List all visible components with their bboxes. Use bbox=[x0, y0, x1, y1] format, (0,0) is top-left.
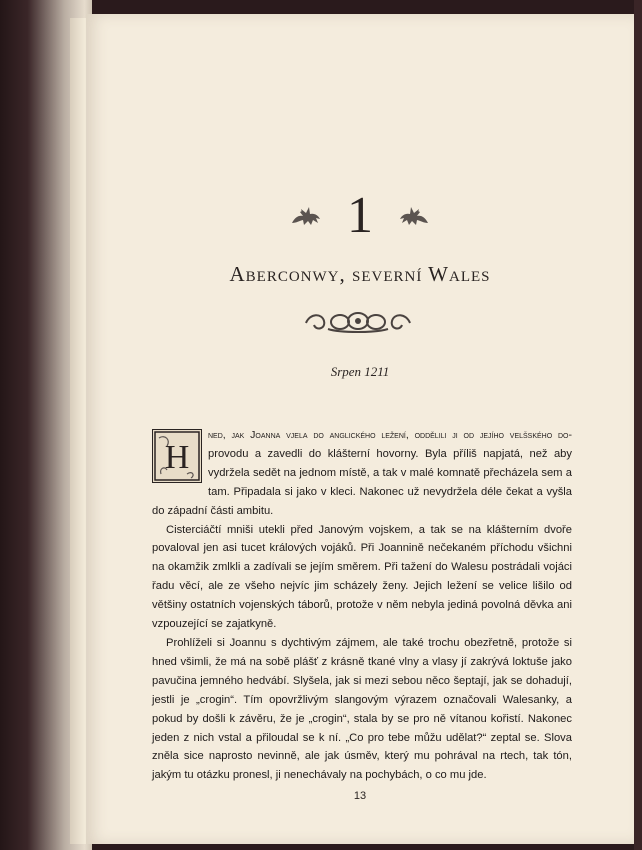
opening-words: ned, jak Joanna vjela do anglického ležení, oddělili ji od jejího velšského do- bbox=[208, 429, 572, 441]
ornament-flourish-icon bbox=[300, 307, 416, 335]
chapter-date: Srpen 1211 bbox=[330, 364, 390, 379]
paragraph: Prohlíželi si Joannu s dychtivým zájmem, ale také trochu obezřetně, protože si hned všimli, že má na sobě plášť z krásně tkané vlny a vlasy jí zakrývá loktuše jako pavučina jemného hedvábí. Slyšela, jak si mezi sebou něco šeptají, jak se dohadují, jestli je „crogin“. Tím opovržlivým slangovým výrazem označovali Walesanky, a pokud by došli k závěru, že je „crogin“, stala by se pro ně vítanou kořistí. Nakonec jeden z nich vstal a přiloudal se k ní. „Co pro tebe můžu udělat?“ zeptal se. Slova zněla sice naprosto nevinně, ale jak úsměv, který mu pohrával na rtech, tak tón, jakým tu otázku pronesl, ji nenechávaly na pochybách, o co mu jde. bbox=[152, 636, 572, 782]
paragraph bbox=[152, 426, 572, 521]
svg-text:H: H bbox=[164, 439, 190, 476]
chapter-title: Aberconwy, severní Wales bbox=[229, 262, 491, 286]
paragraph-text: provodu a zavedli do klášterní hovorny. Byla příliš napjatá, než aby vydržela sedět na jednom místě, a tak v malé komnatě přecházela sem a tam. Připadala si jako v kleci. Nakonec už nevydržela déle čekat a vyšla do západní části ambitu. bbox=[152, 447, 572, 517]
book-page bbox=[86, 14, 634, 844]
paragraph: Cisterciáčtí mniši utekli před Janovým vojskem, a tak se na klášterním dvoře povaloval jen asi tucet králových vojáků. Při Joannině nečekaném příchodu všichni na okamžik zmlkli a zadívali se jejím směrem. Při tažení do Walesu postrádali vojáci řadu věcí, ale ze všeho nejvíc jim scházely ženy. Jejich ležení se velice lišilo od většiny ostatních vojenských táborů, protože v něm nebyla jediná povolná děvka ani vzpouzející se zajatkyně. bbox=[152, 523, 572, 631]
dragon-icon bbox=[289, 203, 323, 229]
chapter-heading bbox=[86, 186, 634, 246]
dragon-icon bbox=[397, 203, 431, 229]
chapter-number: 1 bbox=[347, 187, 373, 244]
right-page-edge bbox=[634, 0, 642, 850]
illuminated-initial-icon bbox=[152, 429, 202, 483]
page-number: 13 bbox=[353, 790, 367, 802]
chapter-text bbox=[152, 426, 572, 785]
